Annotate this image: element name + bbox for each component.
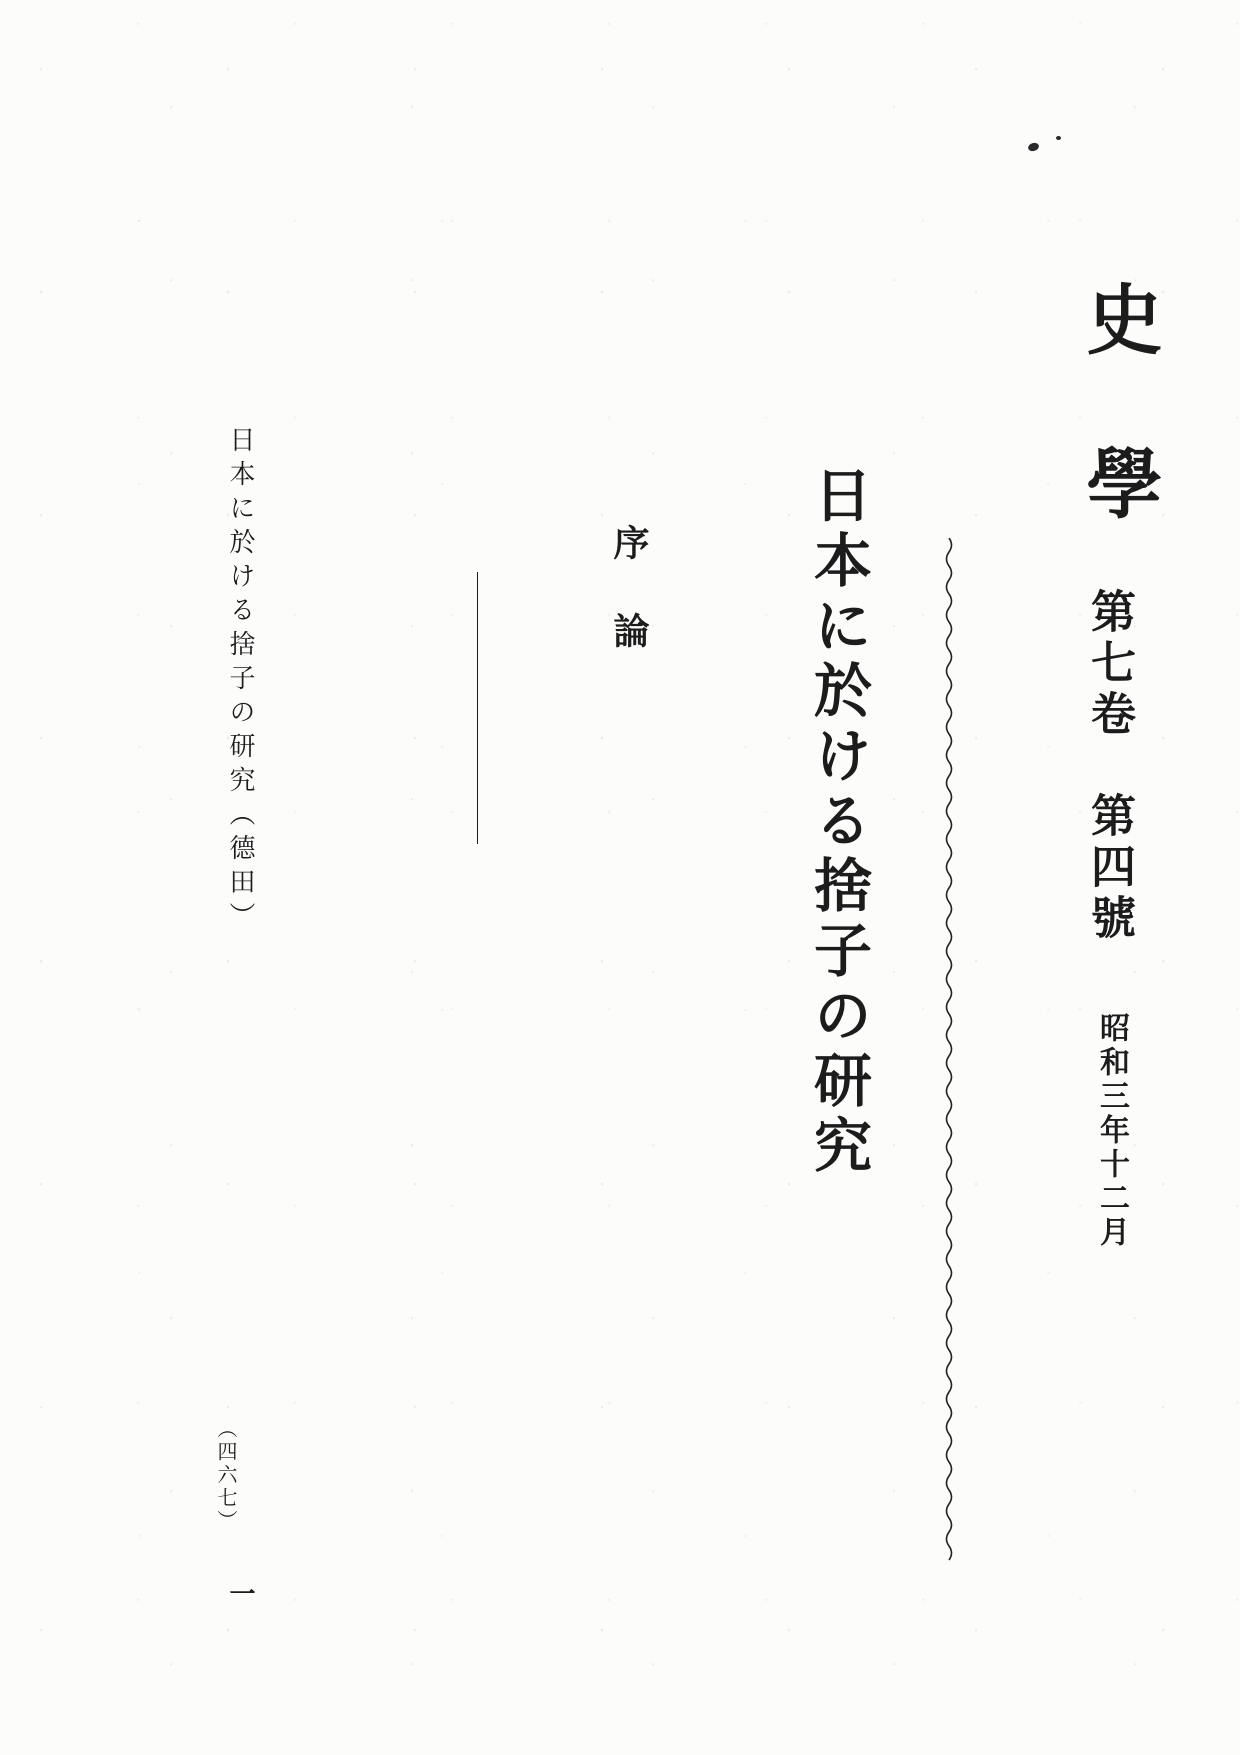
footer-article-page-number: 一 bbox=[225, 1580, 255, 1606]
body-column-5 bbox=[280, 283, 320, 1755]
body-column-3 bbox=[415, 283, 455, 1755]
margin-running-title: 日本に於ける捨子の研究（德田） bbox=[225, 426, 255, 936]
article-title: 日本に於ける捨子の研究 bbox=[804, 465, 872, 1180]
body-column-4 bbox=[350, 283, 390, 1755]
scan-speck bbox=[1027, 141, 1040, 152]
journal-volume-issue: 第七卷 第四號 bbox=[1083, 588, 1136, 945]
body-column-1 bbox=[540, 295, 580, 1755]
footer-volume-page-number: （四六七） bbox=[214, 1418, 238, 1533]
journal-issue-date: 昭和三年十二月 bbox=[1094, 1012, 1129, 1250]
proper-noun-emphasis bbox=[477, 572, 478, 844]
journal-masthead-title: 史學 bbox=[1074, 280, 1163, 608]
body-column-2 bbox=[477, 283, 517, 1755]
zigzag-divider-path bbox=[947, 538, 952, 1560]
scan-speck bbox=[1056, 136, 1061, 140]
section-heading: 序論 bbox=[608, 524, 650, 700]
zigzag-divider bbox=[942, 538, 956, 1568]
